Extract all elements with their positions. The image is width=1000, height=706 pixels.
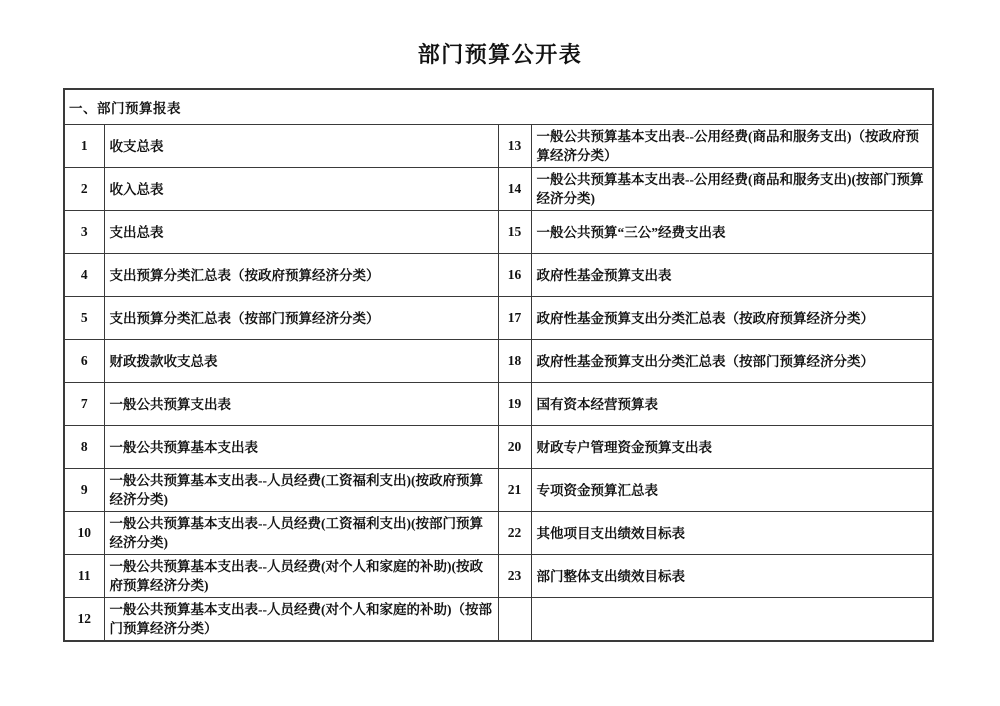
table-row [64, 426, 933, 469]
table-row [64, 297, 933, 340]
table-row [64, 125, 933, 168]
table-row [64, 383, 933, 426]
right-table-name: 一般公共预算“三公”经费支出表 [531, 211, 933, 254]
right-row-number: 23 [498, 555, 531, 598]
right-table-name: 财政专户管理资金预算支出表 [531, 426, 933, 469]
left-row-number: 1 [64, 125, 104, 168]
right-row-number: 13 [498, 125, 531, 168]
page-title: 部门预算公开表 [417, 42, 583, 67]
table-row [64, 211, 933, 254]
right-row-number: 21 [498, 469, 531, 512]
table-row [64, 168, 933, 211]
left-table-name: 一般公共预算基本支出表--人员经费(工资福利支出)(按政府预算经济分类) [104, 469, 498, 512]
left-row-number: 10 [64, 512, 104, 555]
right-table-name: 其他项目支出绩效目标表 [531, 512, 933, 555]
left-row-number: 6 [64, 340, 104, 383]
right-table-name: 一般公共预算基本支出表--公用经费(商品和服务支出)(按部门预算经济分类) [531, 168, 933, 211]
right-table-name [531, 598, 933, 642]
budget-tables-index [63, 88, 934, 642]
right-table-name: 政府性基金预算支出分类汇总表（按政府预算经济分类） [531, 297, 933, 340]
left-row-number: 4 [64, 254, 104, 297]
right-row-number: 16 [498, 254, 531, 297]
left-table-name: 收支总表 [104, 125, 498, 168]
left-table-name: 支出预算分类汇总表（按政府预算经济分类） [104, 254, 498, 297]
left-row-number: 3 [64, 211, 104, 254]
left-row-number: 8 [64, 426, 104, 469]
left-table-name: 财政拨款收支总表 [104, 340, 498, 383]
section-header: 一、部门预算报表 [64, 89, 933, 125]
left-table-name: 一般公共预算基本支出表--人员经费(对个人和家庭的补助)(按政府预算经济分类) [104, 555, 498, 598]
table-row [64, 254, 933, 297]
right-row-number: 14 [498, 168, 531, 211]
left-row-number: 11 [64, 555, 104, 598]
right-row-number: 19 [498, 383, 531, 426]
table-row [64, 598, 933, 642]
right-table-name: 部门整体支出绩效目标表 [531, 555, 933, 598]
left-table-name: 一般公共预算基本支出表--人员经费(对个人和家庭的补助)（按部门预算经济分类） [104, 598, 498, 642]
right-table-name: 政府性基金预算支出分类汇总表（按部门预算经济分类） [531, 340, 933, 383]
left-table-name: 一般公共预算基本支出表--人员经费(工资福利支出)(按部门预算经济分类) [104, 512, 498, 555]
table-row [64, 555, 933, 598]
left-row-number: 5 [64, 297, 104, 340]
left-table-name: 收入总表 [104, 168, 498, 211]
right-table-name: 一般公共预算基本支出表--公用经费(商品和服务支出)（按政府预算经济分类） [531, 125, 933, 168]
right-row-number: 15 [498, 211, 531, 254]
right-row-number: 17 [498, 297, 531, 340]
right-table-name: 国有资本经营预算表 [531, 383, 933, 426]
left-table-name: 一般公共预算基本支出表 [104, 426, 498, 469]
right-table-name: 政府性基金预算支出表 [531, 254, 933, 297]
right-table-name: 专项资金预算汇总表 [531, 469, 933, 512]
budget-table-body [64, 89, 933, 641]
table-row [64, 340, 933, 383]
left-table-name: 支出总表 [104, 211, 498, 254]
left-row-number: 2 [64, 168, 104, 211]
right-row-number: 18 [498, 340, 531, 383]
right-row-number: 22 [498, 512, 531, 555]
left-row-number: 12 [64, 598, 104, 642]
left-row-number: 7 [64, 383, 104, 426]
table-row [64, 512, 933, 555]
left-table-name: 支出预算分类汇总表（按部门预算经济分类） [104, 297, 498, 340]
table-row [64, 469, 933, 512]
right-row-number [498, 598, 531, 642]
right-row-number: 20 [498, 426, 531, 469]
section-header-row [64, 89, 933, 125]
left-table-name: 一般公共预算支出表 [104, 383, 498, 426]
left-row-number: 9 [64, 469, 104, 512]
